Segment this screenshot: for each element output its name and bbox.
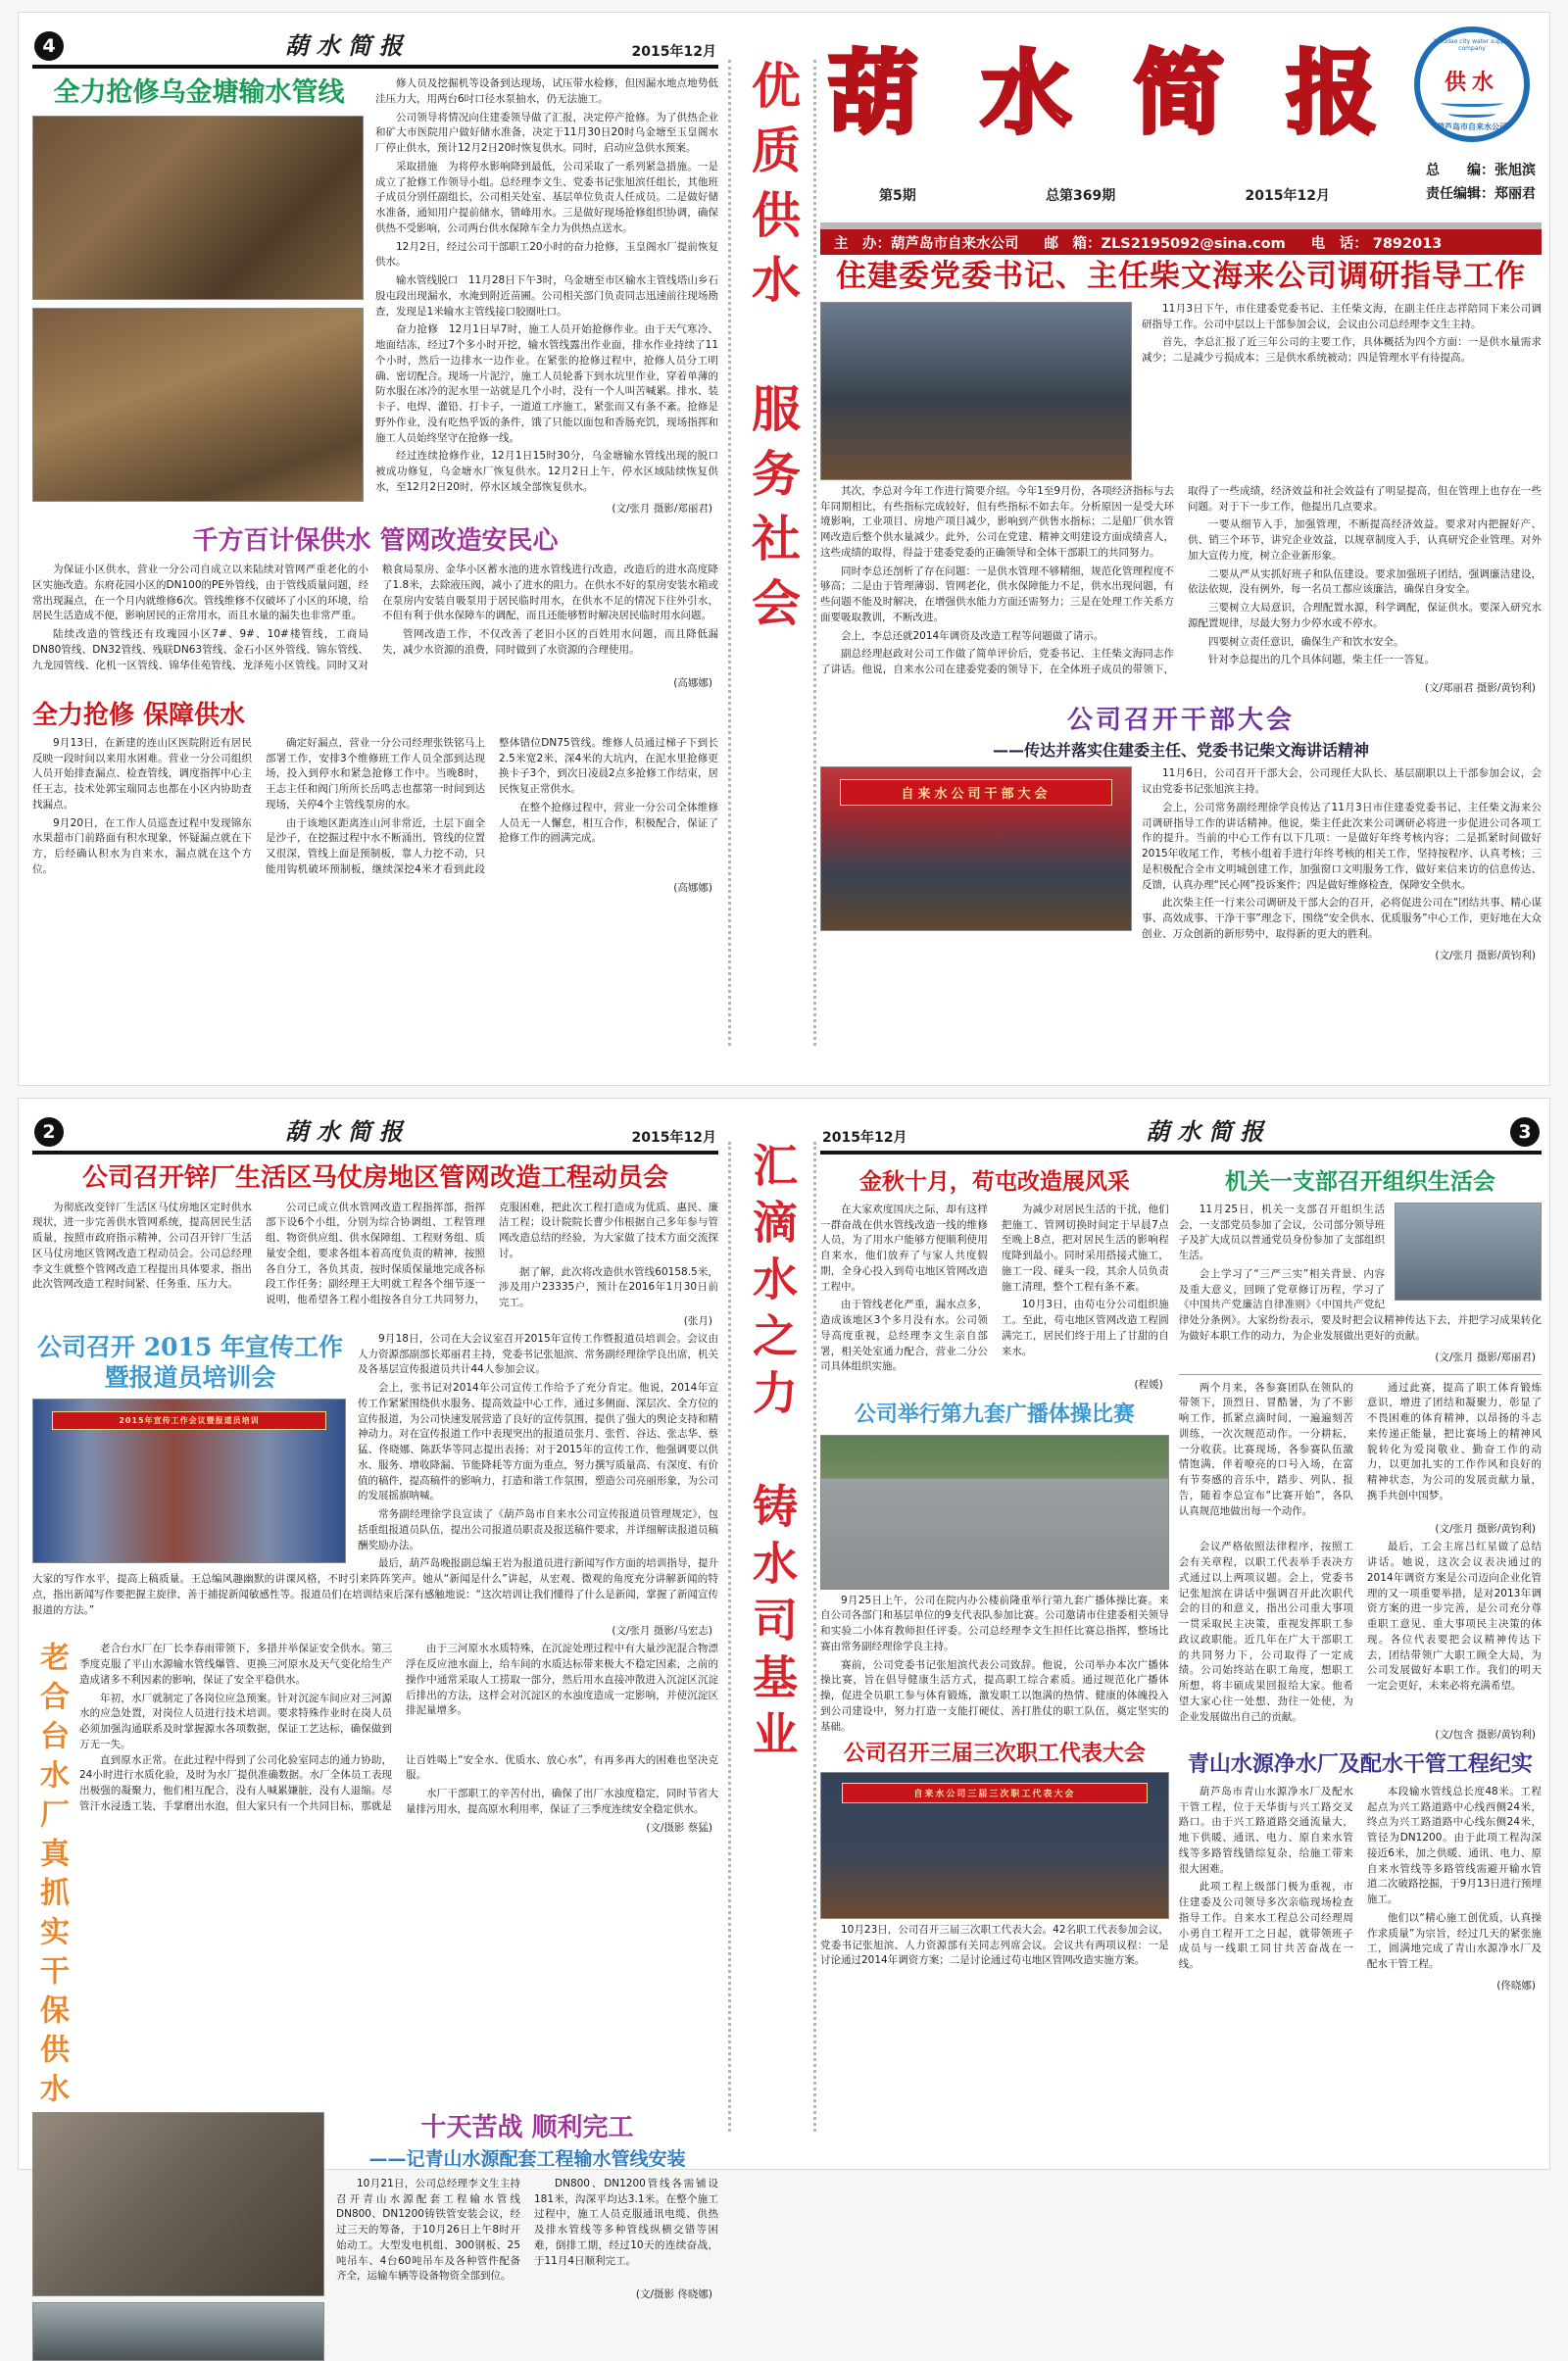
byline: (张月) bbox=[683, 1314, 712, 1327]
sidebar-title-text: 老合台水厂真抓实干保供水 bbox=[34, 1642, 69, 2113]
photo-training-session bbox=[32, 1399, 346, 1563]
paragraph: 奋力抢修 12月1日早7时，施工人员开始抢修作业。由于天气寒冷、地面结冻，经过7个多小时开挖，输水管线露出作业面，排水作业持续了11个小时，然后一边排水一边作业。在紧张的抢修过程中，抢修人员分工明确、密切配合。现场一片泥泞，施工人员轮番下到水坑里作业，穿着单薄的防水服在冰冷的泥水里一站就是几个小时，没有一个人叫苦喊累。排水、装卡子、电焊、灌铅、打卡子，一道道工序施工，紧张而又有条不紊。抢修是野外作业，没有吃热乎饭的条件，饿了只能以面包和香肠充饥，现场指挥和施工人员始终坚守在抢修一线。 bbox=[375, 323, 718, 444]
page-number-badge: 3 bbox=[1510, 1117, 1540, 1147]
paragraph: 10月21日，公司总经理李文生主持召开青山水源配套工程输水管线DN800、DN1200铸铁管安装会议，经过三天的筹备，于10月26日上午8时开始动工。大型发电机组、300钢板、25吨吊车、4台60吨吊车及各种管件配备齐全，运输车辆等设备物资全部到位。 bbox=[336, 2177, 520, 2283]
paragraph: 由于管线老化严重，漏水点多，造成该地区3个多月没有水。公司领导高度重视，总经理李文生亲自部署，相关处室通力配合，营业二分公司具体组织实施。 bbox=[820, 1299, 988, 1373]
byline: (文/摄影 佟晓娜) bbox=[635, 2288, 712, 2300]
slogan-text: 优质供水 服务社会 bbox=[744, 60, 802, 642]
paper-name: 葫水简报 bbox=[284, 31, 411, 60]
masthead-char: 简 bbox=[1133, 40, 1224, 146]
paragraph: 通过此赛，提高了职工体育锻炼意识，增进了团结和凝聚力，彰显了不畏困难的体育精神，以昂扬的斗志来传递正能量，把比赛场上的精神风貌转化为爱岗敬业、勤奋工作的动力，以更加扎实的工作作风和良好的精神状态，为公司的发展贡献力量，携手共创中国梦。 bbox=[1366, 1381, 1542, 1501]
paragraph: 为彻底改变锌厂生活区马仗房地区定时供水现状，进一步完善供水管网系统，提高居民生活质量，按照市政府指示精神，公司召开锌厂生活区马仗房地区管网改造工程动员会。公司总经理李文生就整个管网改造工程提出具体要求，指出此次管网改造工程时间紧、任务重、压力大。 bbox=[32, 1201, 252, 1291]
photo-leaders-meeting bbox=[820, 302, 1132, 480]
paragraph: 输水管线脱口 11月28日下午3时，乌金塘至市区输水主管线塔山乡石殷屯段出现漏水，水淹到附近苗圃。公司相关部门负责同志迅速前往现场勘查，发现是1米输水主管线接口胶圈吐口。 bbox=[375, 274, 718, 318]
paragraph: 赛前，公司党委书记张旭滨代表公司致辞。他说，公司举办本次广播体操比赛，旨在倡导健康生活方式，提高职工综合素质。通过规范化广播体操，促进全员职工参与体育锻炼，激发职工以饱满的热情、健康的体魄投入到公司建设中，努力打造一支能打硬仗、善打胜仗的职工队伍，奠定坚实的基础。 bbox=[820, 1658, 1169, 1733]
sheet-pages-4-1 bbox=[18, 12, 1550, 1086]
total-issue-number: 总第369期 bbox=[1046, 188, 1116, 204]
article-paragraphs-a bbox=[820, 1923, 1169, 1969]
article-paragraphs bbox=[336, 2177, 718, 2285]
photo-pipe-repair-2 bbox=[32, 308, 364, 502]
issue-date: 2015年12月 bbox=[1245, 188, 1330, 204]
article-paragraphs bbox=[820, 484, 1542, 678]
gray-rule bbox=[820, 222, 1542, 229]
article-subtitle: ——记青山水源配套工程输水管线安装 bbox=[368, 2147, 686, 2170]
byline: (文/张月 摄影/黄钧利) bbox=[1435, 1523, 1536, 1536]
info-strip bbox=[820, 222, 1542, 255]
byline: (文/张月 摄影/郑丽君) bbox=[1435, 1351, 1536, 1363]
article-paragraphs bbox=[32, 1201, 718, 1311]
slogan-text: 汇滴水之力 铸水司基业 bbox=[746, 1142, 799, 1767]
paragraph: 公司已成立供水管网改造工程指挥部，指挥部下设6个小组，分别为综合协调组、工程管理组、物资供应组、供水保障组、工程财务组、质量安全组，要求各组本着高度负责的精神，按照各自分工，各负其责，按时保质保量地完成各标段工作任务；副经理王大明就工程各个细节逐一说明，他希望各工程小组按各自分工共同努力，克服困难，把此次工程打造成为优质、惠民、廉洁工程；设计院院长曹少伟根据自己多年参与管网改造总结的经验，为大家做了技术方面交流探讨。 bbox=[266, 1201, 718, 1305]
article-title: 青山水源净水厂及配水干管工程纪实 bbox=[1187, 1751, 1533, 1778]
masthead-char: 报 bbox=[1286, 40, 1377, 146]
paragraph: 由于该地区距离连山河非常近，土层下面全是沙子，在挖掘过程中水不断涌出，管线的位置又很深，管线上面是预制板，靠人力挖不动，只能用钩机破坏预制板，继续深挖4米才看到此段整体错位DN75管线。维修人员通过梯子下到长2.5米宽2米、深4米的大坑内，在泥水里抢修更换卡子3个，到次日凌晨2点多抢修工作结束，居民恢复正常供水。 bbox=[266, 736, 718, 875]
paragraph: 11月25日，机关一支部召开组织生活会，一支部党员参加了会议，公司部分领导班子及扩大成员以普通党员身份参加了支部组织生活。 bbox=[1178, 1203, 1385, 1261]
paragraph: 为保证小区供水，营业一分公司自成立以来陆续对管网严重老化的小区实施改造。东府花园小区的DN100的PE外管线，由于管线质量问题，经常出现漏点，在一个月内就维修6次。管线维修不仅破坏了小区的环境，给居民生活造成不便，影响居民的正常用水，而且水量的漏失也非常严重。 bbox=[32, 564, 368, 622]
paragraph: 副总经理赵政对公司工作做了简单评价后，党委书记、主任柴文海同志作了讲话。他说，自来水公司在建委党委的领导下，在全体班子成员的带领下，取得了一些成绩，经济效益和社会效益有了明显提高，但在管理上也存在一些问题。对于下一步工作，他提出几点要求。 bbox=[820, 484, 1542, 675]
paragraph: 其次，李总对今年工作进行简要介绍。今年1至9月份，各项经济指标与去年同期相比，有些指标完成较好，但有些指标不如去年。分析原因一是受大环境影响，工业项目、房地产项目减少，影响到产供售水指标；二是船厂供水管网改造后整个供水量减少。此外，公司在党建、精神文明建设方面成绩喜人，这些成绩的取得，得益于建委党委的正确领导和全体干部职工的共同努力。 bbox=[820, 484, 1174, 559]
paragraph: 老合台水厂在厂长李春雨带领下，多措并举保证安全供水。第三季度克服了平山水源输水管线爆管、更换三河原水及天气变化给生产造成诸多不利因素的影响，保证了安全平稳供水。 bbox=[79, 1643, 392, 1686]
meeting-banner-text: 自来水公司干部大会 bbox=[840, 779, 1112, 806]
page-2 bbox=[32, 1107, 718, 2361]
paragraph: 12月2日，经过公司干部职工20小时的奋力抢修，玉皇阁水厂提前恢复供水。 bbox=[375, 240, 718, 269]
paragraph: 经过连续抢修作业，12月1日15时30分，乌金塘输水管线出现的脱口被成功修复，乌金塘水厂恢复供水。12月2日上午，停水区域陆续恢复供水，至12月2日20时，停水区域全部恢复供水。 bbox=[375, 450, 718, 493]
byline: (高娜娜) bbox=[673, 881, 712, 894]
article-baogongshui bbox=[32, 525, 718, 695]
paragraph: 据了解，此次将改造供水管线60158.5米，涉及用户23335户，预计在2016年1月30日前完工。 bbox=[499, 1265, 718, 1308]
masthead bbox=[820, 21, 1542, 252]
article-zhibu bbox=[1179, 1168, 1542, 1368]
article-title: 公司召开干部大会 bbox=[1066, 705, 1295, 735]
vertical-slogan-top bbox=[728, 60, 816, 1046]
issue-number: 第5期 bbox=[879, 188, 916, 204]
article-xuanchuan bbox=[32, 1332, 718, 1643]
sheet-pages-2-3 bbox=[18, 1098, 1550, 2300]
paragraph: 针对李总提出的几个具体问题，柴主任一一答复。 bbox=[1208, 654, 1435, 666]
paragraph: 最后，工会主席吕红星做了总结讲话。她说，这次会议表决通过的2014年调资方案是公司迈向企业化管理的又一项重要举措，是对2013年调资方案的进一步完善，是公司充分尊重职工意见、重大事项民主决策的体现。各位代表要把会议精神传达下去，团结带领广大职工顾全大局，为公司发展做好本职工作。我们的明天一定会更好，未来必将充满希望。 bbox=[1366, 1541, 1542, 1692]
paragraph: 他们以“精心施工创优质，认真操作求质量”为宗旨，经过几天的紧张施工，圆满地完成了青山水源净水厂及配水干管工程。 bbox=[1366, 1911, 1542, 1970]
wave-icon bbox=[1441, 99, 1503, 107]
paragraph: 最后，葫芦岛晚报副总编王岩为报道员进行新闻写作方面的培训指导，提升大家的写作水平，提高上稿质量。王总编风趣幽默的讲课风格，不时引来阵阵笑声。她从“新闻是什么”讲起，从宏观、微观的角度充分讲解新闻的特点，指出新闻写作要把握主旋律、善于捕捉新闻敏感性等。报道员们在培训结束后深有感触地说：“这次培训让我们懂得了什么是新闻，掌握了新闻宣传报道的方法。” bbox=[32, 1557, 718, 1616]
article-wujintang bbox=[32, 76, 718, 519]
article-guangbocao-continued bbox=[1179, 1381, 1542, 1541]
article-guangbocao bbox=[820, 1402, 1169, 1735]
paragraph: 常务副经理徐学良宣读了《葫芦岛市自来水公司宣传报道员管理规定》，包括重组报道员队伍，提出公司报道员职责及报送稿件要求，并详细解读报道员稿酬奖励办法。 bbox=[358, 1508, 718, 1551]
paragraph: 11月3日下午，市住建委党委书记、主任柴文海，在副主任庄志祥陪同下来公司调研指导工作。公司中层以上干部参加会议，会议由公司总经理李文生主持。 bbox=[1142, 302, 1542, 330]
photo-pipe-repair-1 bbox=[32, 116, 364, 300]
article-title: 十天苦战 顺利完工 bbox=[420, 2113, 634, 2143]
article-paragraphs bbox=[820, 1203, 1169, 1375]
paragraph: 本段输水管线总长度48米。工程起点为兴工路道路中心线西侧24米，终点为兴工路道路中心线东侧24米，管径为DN1200。由于此项工程沟深接近6米，加之供暖、通讯、电力、原自来水管线等多路管线需避开输水管道二次破路挖掘，于9月13日进行预埋施工。 bbox=[1366, 1785, 1542, 1905]
paragraph: 在整个抢修过程中，营业一分公司全体维修人员无一人懈怠，相互合作，积极配合，保证了抢修工作的圆满完成。 bbox=[499, 801, 718, 845]
training-banner: 2015年宣传工作会议暨报道员培训 bbox=[52, 1411, 326, 1430]
divider bbox=[1179, 1374, 1542, 1375]
page-2-header bbox=[32, 1107, 718, 1155]
photo-org-life-meeting bbox=[1395, 1203, 1542, 1301]
article-title: 千方百计保供水 管网改造安民心 bbox=[192, 525, 559, 556]
page-date: 2015年12月 bbox=[822, 1130, 907, 1146]
byline: (佟晓娜) bbox=[1496, 1979, 1536, 1992]
publisher-bar bbox=[820, 229, 1542, 255]
paragraph: 会上，张书记对2014年公司宣传工作给予了充分肯定。他说，2014年宣传工作紧紧围绕供水服务、提高效益中心工作，通过多侧面、深层次、全方位的宣传报道，为公司快速发展营造了良好的宣传氛围，提供了强大的舆论支持和精神动力。对在宣传报道工作中表现突出的报道员张月、张哲、谷达、张志华、蔡猛、佟晓娜、陈跃华等同志提出表扬；对于2015年的宣传工作，他强调要以供水、服务、增收降漏、节能降耗等方面为重点，努力撰写质量高、有深度、有价值的稿件，提高稿件的影响力，打造和谐工作氛围，塑造公司亮丽形象，为公司的发展摇旗呐喊。 bbox=[358, 1382, 718, 1502]
issue-line bbox=[879, 185, 1330, 205]
paragraph: 会上，公司常务副经理徐学良传达了11月3日市住建委党委书记、主任柴文海来公司调研指导工作的讲话精神。他说，柴主任此次来公司调研必将进一步促进公司各项工作的提升。当前的中心工作有以下几项：一是做好年终考核内容；二是抓紧时间做好2015年收尾工作，考核小组着手进行年终考核的相关工作，坚持按程序、认真考核；三是积极配合全市文明城创建工作，加强窗口文明服务工作，做好来信来访的信息传达、反馈，认真办理“民心网”投诉案件；四是做好维修检查，保障安全供水。 bbox=[1142, 801, 1542, 891]
paragraph: 此项工程上级部门极为重视，市住建委及公司领导多次亲临现场检查指导工作。自来水工程总公司经理周小勇自工程开工之日起，就带领班子成员与一线职工同甘共苦奋战在一线。 bbox=[1178, 1881, 1353, 1970]
page-3 bbox=[820, 1107, 1542, 1996]
publisher-mail: 邮 箱：ZLS2195092@sina.com bbox=[1044, 235, 1286, 252]
paragraph: 一要从细节入手，加强管理，不断提高经济效益。要求对内把握好产、供、销三个环节，讲究企业效益，以规章制度入手，认真研究企业管理。对外加大宣传力度，树立企业新形象。 bbox=[1188, 518, 1542, 562]
wave-icon bbox=[1448, 110, 1496, 118]
paragraph: 在大家欢度国庆之际，却有这样一群奋战在供水管线改造一线的维修人员，为了用水户能够方便顺利使用自来水，他们放弃了与家人共度假期，全身心投入到苟屯地区管网改造工程中。 bbox=[820, 1203, 988, 1293]
paragraph: DN800、DN1200管线各需铺设181米，沟深平均达3.1米。在整个施工过程中，施工人员克服通讯电缆、供热及排水管线等多种管线纵横交错等困难，倒排工期，经过10天的连续奋战，于11月4日顺利完工。 bbox=[534, 2177, 718, 2267]
paragraph: 四要树立责任意识，确保生产和饮水安全。 bbox=[1208, 635, 1404, 648]
photo-sedimentation-tank bbox=[32, 2302, 324, 2361]
byline: (文/摄影 蔡猛) bbox=[646, 1821, 712, 1834]
byline: (文/郑丽君 摄影/黄钧利) bbox=[1424, 681, 1536, 694]
article-title: 公司召开 2015 年宣传工作暨报道员培训会 bbox=[37, 1332, 343, 1392]
article-zhigong-continued bbox=[1179, 1540, 1542, 1746]
article-title: 公司召开三届三次职工代表大会 bbox=[843, 1741, 1146, 1767]
paragraph: 水厂干部职工的辛苦付出，确保了出厂水浊度稳定，同时节省大量排污用水，提高原水利用率，保证了三季度连续安全稳定供水。 bbox=[406, 1788, 718, 1815]
paragraph: 10月3日，由苟屯分公司组织施工。至此，苟屯地区管网改造工程圆满完工，居民们终于用上了甘甜的自来水。 bbox=[1001, 1299, 1169, 1357]
article-paragraphs-b bbox=[79, 1753, 718, 1818]
masthead-title bbox=[828, 40, 1377, 146]
article-title: 公司举行第九套广播体操比赛 bbox=[854, 1402, 1135, 1427]
article-title: 全力抢修乌金塘输水管线 bbox=[53, 77, 345, 108]
paper-name: 葫水简报 bbox=[284, 1117, 411, 1146]
article-photos bbox=[32, 76, 366, 502]
page-3-header bbox=[820, 1107, 1542, 1155]
page-number-badge: 4 bbox=[34, 31, 64, 61]
paragraph: 管网改造工作，不仅改善了老旧小区的百姓用水问题，而且降低漏失，减少水资源的浪费，同时做到了水资源的合理使用。 bbox=[382, 628, 718, 656]
byline: (高娜娜) bbox=[673, 677, 712, 690]
paragraph: 9月20日，在工作人员巡查过程中发现锦东水果超市门前路面有积水现象，怀疑漏点就在下方，后经确认积水为自来水，漏点就在这个方位。 bbox=[32, 816, 252, 875]
article-shitian bbox=[32, 2112, 718, 2361]
editor-duty: 责任编辑：郑丽君 bbox=[1426, 185, 1536, 202]
article-title: 全力抢修 保障供水 bbox=[32, 701, 246, 731]
paper-name: 葫水简报 bbox=[1146, 1117, 1272, 1146]
article-paragraphs bbox=[1142, 766, 1542, 945]
paragraph: 9月18日，公司在大会议室召开2015年宣传工作暨报道员培训会。会议由人力资源部副部长郑丽君主持，党委书记张旭滨、常务副经理徐学良出席，机关及各基层宣传报道员共计44人参加会议。 bbox=[358, 1332, 718, 1376]
page-4-header bbox=[32, 21, 718, 69]
paragraph: 葫芦岛市青山水源净水厂及配水干管工程，位于天华街与兴工路交叉路口。由于兴工路道路交通流量大，地下供暖、通讯、电力、原自来水管线等多路管线错综复杂，给施工带来很大困难。 bbox=[1178, 1785, 1353, 1875]
byline: (文/包含 摄影/黄钧利) bbox=[1435, 1729, 1536, 1742]
paragraph: 此次柴主任一行来公司调研及干部大会的召开，必将促进公司在“团结共事、精心谋事、高效成事、干净干事”理念下，围绕“安全供水、优质服务”中心工作，更好地在大众创业、万众创新的新形势中，取得新的更大的胜利。 bbox=[1142, 897, 1542, 940]
editor-chief: 总 编：张旭滨 bbox=[1426, 163, 1536, 178]
logo-ring-text-en: huludao city water supply company bbox=[1434, 38, 1510, 52]
page-date: 2015年12月 bbox=[631, 44, 716, 60]
paragraph: 二要从严从实抓好班子和队伍建设。要求加强班子团结，强调廉洁建设，依法依规，没有例外，每一名员工都应该廉洁，确保自身安全。 bbox=[1188, 567, 1542, 596]
article-paragraphs-a bbox=[820, 1594, 1169, 1736]
article-zhigong bbox=[820, 1741, 1169, 1969]
company-logo bbox=[1414, 26, 1530, 142]
article-title: 机关一支部召开组织生活会 bbox=[1224, 1168, 1495, 1195]
article-jinqiu bbox=[820, 1168, 1169, 1396]
paragraph: 10月23日，公司召开三届三次职工代表大会。42名职工代表参加会议，党委书记张旭滨、人力资源部有关同志列席会议。会议共有两项议程：一是讨论通过2014年调资方案；二是讨论通过苟屯地区管网改造实施方案。 bbox=[820, 1923, 1169, 1967]
page-date: 2015年12月 bbox=[631, 1130, 716, 1146]
article-laohetai bbox=[32, 1642, 718, 2112]
paragraph: 会上学习了“三严三实”相关背景、内容及重大意义，回顾了党章修订历程，学习了《中国共产党廉洁自律准则》《中国共产党纪律处分条例》。大家纷纷表示，要及时把会议精神传达下去，并把学习成果转化为做好本职工作的动力，为企业发展做出更好的贡献。 bbox=[1178, 1267, 1542, 1342]
paragraph: 确定好漏点，营业一分公司经理张铁铭马上部署工作，安排3个维修班工作人员全部到达现场，投入到停水和紧急抢修工作中。当晚8时，王志主任和阀门所所长岳鸣志也都第一时间到达现场，关停4个主管线泵房的水。 bbox=[266, 736, 485, 811]
article-ganbu bbox=[820, 705, 1542, 966]
byline: (文/张月 摄影/郑丽君) bbox=[612, 502, 712, 515]
article-diaoyan bbox=[820, 258, 1542, 699]
masthead-char: 葫 bbox=[828, 40, 919, 146]
page-number-badge: 2 bbox=[34, 1117, 64, 1147]
byline: (程媛) bbox=[1134, 1379, 1163, 1391]
masthead-char: 水 bbox=[980, 40, 1071, 146]
paragraph: 两个月来，各参赛团队在领队的带领下，顶烈日、冒酷暑，为了不影响工作，抓紧点滴时间，一遍遍刻苦训练，一次次规范动作。一分耕耘，一分收获。比赛现场，各参赛队伍激情饱满，伴着嘹亮的口号入场，在富有节奏感的音乐中，踏步、列队、报告，随着李总宣布“比赛开始”，各队认真规范地做出每一个动作。 bbox=[1178, 1381, 1353, 1517]
article-paragraphs-b bbox=[1179, 1540, 1542, 1725]
paragraph: 11月6日，公司召开干部大会，公司现任大队长、基层副职以上干部参加会议，会议由党委书记张旭滨主持。 bbox=[1142, 767, 1542, 795]
logo-center-text: 供水 bbox=[1444, 71, 1499, 95]
paragraph: 同时李总还剖析了存在问题：一是供水管理不够精细，规范化管理程度不够高；二是由于管理薄弱、管网老化，供水保障能力不足，供水出现问题，有些问题不能及时解决，在增强供水能力方面还需努力；三是在处理工作关系方面要吸取教训，不断改进。 bbox=[820, 565, 1174, 623]
congress-banner: 自来水公司三届三次职工代表大会 bbox=[842, 1783, 1147, 1803]
article-paragraphs bbox=[1179, 1785, 1542, 1976]
article-paragraphs-a bbox=[79, 1642, 718, 1752]
vertical-sidebar-title bbox=[32, 1642, 70, 2112]
paragraph: 陆续改造的管线还有玫瑰园小区7#、9#、10#楼管线，工商局DN80管线、DN32管线、残联DN63管线、金石小区外管线、锦东管线、九龙园管线、化机一区管线、锦华佳苑管线、龙泽苑小区管线。同时又对粮食局泵房、金华小区蓄水池的进水管线进行改造，改造后的进水高度降了1.8米，去除液压阀，减小了进水的阻力。在供水不好的泵房安装水箱或在泵房内安装自吸泵用于居民临时用水，在供水不足的情况下往外引水，不但有利于供水保障车的调配，而且还能够暂时解决居民临时用水问题。 bbox=[32, 564, 718, 671]
editors-block bbox=[1426, 160, 1536, 207]
publisher-phone: 电 话： 7892013 bbox=[1310, 235, 1443, 252]
paragraph: 直到原水正常。在此过程中得到了公司化验室同志的通力协助，24小时进行水质化验，及时为水厂提供准确数据。水厂全体员工表现出极强的凝聚力，他们相互配合，没有人喊累嫌脏，没有人退缩。尽管汗水浸透工装，手掌磨出水泡，但大家只有一个共同目标，那就是让百姓喝上“安全水、优质水、放心水”，有再多再大的困难也坚决克服。 bbox=[79, 1753, 718, 1812]
paragraph: 首先，李总汇报了近三年公司的主要工作，具体概括为四个方面：一是供水量需求减少；二是减少亏损成本；三是供水系统被动；四是管理水平有待提高。 bbox=[1142, 336, 1542, 364]
article-paragraphs bbox=[32, 736, 718, 878]
paragraph: 年初，水厂就制定了各岗位应急预案。针对沉淀车间应对三河源水的应急处置，对岗位人员进行技术培训。要求特殊作业时在岗人员必须加强沟通联系及时掌握源水各项数据，保证工艺达标，确保做到万无一失。 bbox=[79, 1692, 392, 1750]
paragraph: 三要树立大局意识，合理配置水源，科学调配，保证供水。要深入研究水源配置规律，尽最大努力少停水或不停水。 bbox=[1188, 602, 1542, 629]
article-qiangxiu bbox=[32, 700, 718, 898]
vertical-slogan-bottom bbox=[728, 1142, 816, 2132]
publisher-organizer: 主 办：葫芦岛市自来水公司 bbox=[834, 235, 1019, 252]
paragraph: 会议严格依照法律程序，按照工会有关章程，以职工代表举手表决方式通过以上两项议题。会上，党委书记张旭滨在讲话中强调召开此次职代会的目的和意义，指出公司重大事项一贯采取民主决策，重视发挥职工参政议政职能。近几年在广大干部职工的共同努力下，公司取得了一定成绩。公司始终站在职工角度，想职工所想，将丰硕成果回报给大家。他希望大家心往一处想、劲往一处使，为企业发展做出自己的贡献。 bbox=[1178, 1541, 1353, 1723]
photo-cadre-meeting bbox=[820, 766, 1132, 931]
article-lead-box bbox=[32, 1332, 348, 1564]
paragraph: 公司领导将情况向住建委领导做了汇报，决定停产抢修。为了供热企业和矿大市医院用户做好储水准备，决定于11月30日20时乌金塘至玉皇阁水厂停止供水，预计12月2日20时恢复供水。同时，启动应急供水预案。 bbox=[375, 111, 718, 154]
article-qingshan bbox=[1179, 1751, 1542, 1996]
photo-workers-congress bbox=[820, 1772, 1169, 1919]
article-paragraphs-b bbox=[1179, 1381, 1542, 1520]
logo-ring-text-cn: 葫芦岛市自来水公司 bbox=[1437, 123, 1507, 131]
photo-trench-excavation bbox=[32, 2112, 324, 2296]
byline: (文/张月 摄影/马宏志) bbox=[612, 1625, 712, 1638]
paragraph: 修人员及挖掘机等设备到达现场，试压带水检修，但因漏水地点地势低洼压力大，用两台6吋口径水泵抽水，仍无法施工。 bbox=[375, 77, 718, 105]
paragraph: 为减少对居民生活的干扰，他们把施工、管网切换时间定于早晨7点至晚上8点，把对居民生活的影响程度降到最小。同时采用搭接式施工，施工一段、碰头一段，其余人员负责施工清理，整个工程有条不紊。 bbox=[1001, 1203, 1169, 1293]
byline: (文/张月 摄影/黄钧利) bbox=[1435, 949, 1536, 961]
paragraph: 采取措施 为将停水影响降到最低，公司采取了一系列紧急措施。一是成立了抢修工作领导小组。总经理李文生、党委书记张旭滨任组长，其他班子成员分别任副组长，公司相关处室、基层单位负责人任成员。二是做好储水准备，通知用户提前储水，错峰用水。三是做好现场抢修组织协调，确保供热不受影响，公司两台供水保障车全力为供热点送水。 bbox=[375, 160, 718, 234]
article-title: 金秋十月，苟屯改造展风采 bbox=[858, 1168, 1130, 1195]
article-subtitle: ——传达并落实住建委主任、党委书记柴文海讲话精神 bbox=[992, 741, 1369, 761]
page-1 bbox=[820, 21, 1542, 966]
article-title: 公司召开锌厂生活区马仗房地区管网改造工程动员会 bbox=[81, 1163, 668, 1193]
page-4 bbox=[32, 21, 718, 899]
paragraph: 会上，李总还就2014年调资及改造工程等问题做了请示。 bbox=[841, 629, 1104, 642]
photo-radio-exercise bbox=[820, 1435, 1169, 1590]
paragraph: 9月13日，在新建的连山区医院附近有居民反映一段时间以来用水困难。营业一分公司组织人员开始排查漏点、检查管线，调度指挥中心主任王志，技术处郭宝瑞同志也都在小区内协助查找漏点。 bbox=[32, 736, 252, 811]
article-title: 住建委党委书记、主任柴文海来公司调研指导工作 bbox=[836, 259, 1526, 294]
article-paragraphs-top bbox=[1142, 302, 1542, 480]
paragraph: 9月25日上午，公司在院内办公楼前隆重举行第九套广播体操比赛。来自公司各部门和基层单位的9支代表队参加比赛。公司邀请市住建委相关领导和实验二小体育教师担任评委。公司总经理李文生担任比赛总指挥，整场比赛由常务副经理徐学良主持。 bbox=[820, 1594, 1169, 1652]
article-dongyuan bbox=[32, 1162, 718, 1332]
article-paragraphs bbox=[32, 563, 718, 673]
paragraph: 由于三河原水水质特殊，在沉淀处理过程中有大量沙泥混合物漂浮在反应池水面上，给车间的水质达标带来极大不稳定因素，之前的操作中通常采取人工捞取一部分，然后用水直接冲散进入沉淀区沉淀后排出的方法，这样会对沉淀区的水浊度造成一定影响，并使沉淀区排泥量增多。 bbox=[406, 1643, 718, 1717]
